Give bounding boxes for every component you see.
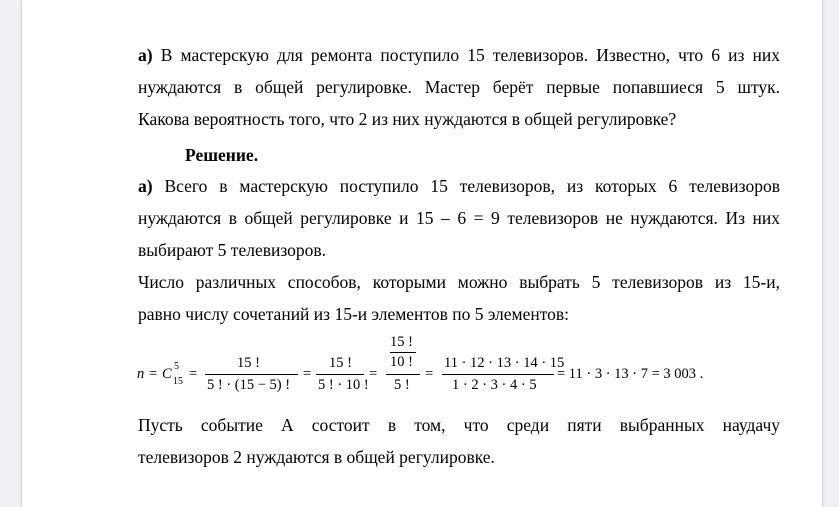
formula-n: n — [137, 366, 145, 382]
fraction-3-inner-bar — [390, 352, 416, 353]
fraction-4-bar — [442, 374, 554, 375]
solution-text-1: Всего в мастерскую поступило 15 телевизоров, из которых 6 телевизоров — [164, 176, 780, 196]
solution-line-1 — [138, 170, 780, 202]
fraction-1-bar — [205, 374, 298, 375]
formula-eq-1: = — [149, 366, 158, 382]
combos-line-1: Число различных способов, которыми можно выбрать 5 телевизоров из 15-и, — [138, 272, 780, 292]
formula-result: = 11 · 3 · 13 · 7 = 3 003 . — [557, 366, 704, 382]
fraction-3-denominator: 5 ! — [394, 377, 410, 393]
problem-label: а) — [138, 45, 153, 65]
formula-c-sub: 15 — [173, 376, 183, 387]
fraction-1-numerator: 15 ! — [237, 355, 260, 371]
document-page — [22, 0, 822, 507]
solution-line-2: нуждаются в общей регулировке и 15 – 6 = 9 телевизоров не нуждаются. Из них — [138, 208, 780, 228]
formula-c: C — [162, 366, 172, 382]
formula-c-sup: 5 — [174, 361, 179, 372]
event-line-1: Пусть событие А состоит в том, что среди пяти выбранных наудачу — [138, 415, 780, 435]
solution-label: а) — [138, 176, 153, 196]
solution-heading: Решение. — [185, 145, 259, 165]
fraction-4-numerator: 11 · 12 · 13 · 14 · 15 — [444, 355, 565, 371]
fraction-2-denominator: 5 ! · 10 ! — [318, 377, 369, 393]
fraction-3-inner-numerator: 15 ! — [390, 334, 413, 350]
problem-line-3: Какова вероятность того, что 2 из них нуждаются в общей регулировке? — [138, 109, 677, 129]
fraction-2-numerator: 15 ! — [329, 355, 352, 371]
fraction-3-bar — [386, 374, 420, 375]
fraction-2-bar — [316, 374, 364, 375]
fraction-1-denominator: 5 ! · (15 − 5) ! — [207, 377, 291, 393]
solution-line-3: выбирают 5 телевизоров. — [138, 240, 327, 260]
problem-line-1 — [138, 39, 780, 71]
event-line-2: телевизоров 2 нуждаются в общей регулировке. — [138, 447, 495, 467]
formula-eq-3: = — [303, 366, 312, 382]
problem-text-1: В мастерскую для ремонта поступило 15 телевизоров. Известно, что 6 из них — [160, 45, 780, 65]
formula-eq-4: = — [369, 366, 378, 382]
formula-eq-5: = — [425, 366, 434, 382]
combinations-formula — [137, 332, 737, 412]
formula-eq-2: = — [189, 366, 198, 382]
problem-line-2: нуждаются в общей регулировке. Мастер берёт первые попавшиеся 5 штук. — [138, 77, 780, 97]
combos-line-2: равно числу сочетаний из 15-и элементов по 5 элементов: — [138, 304, 570, 324]
fraction-4-denominator: 1 · 2 · 3 · 4 · 5 — [452, 377, 537, 393]
fraction-3-inner-denominator: 10 ! — [390, 354, 413, 370]
